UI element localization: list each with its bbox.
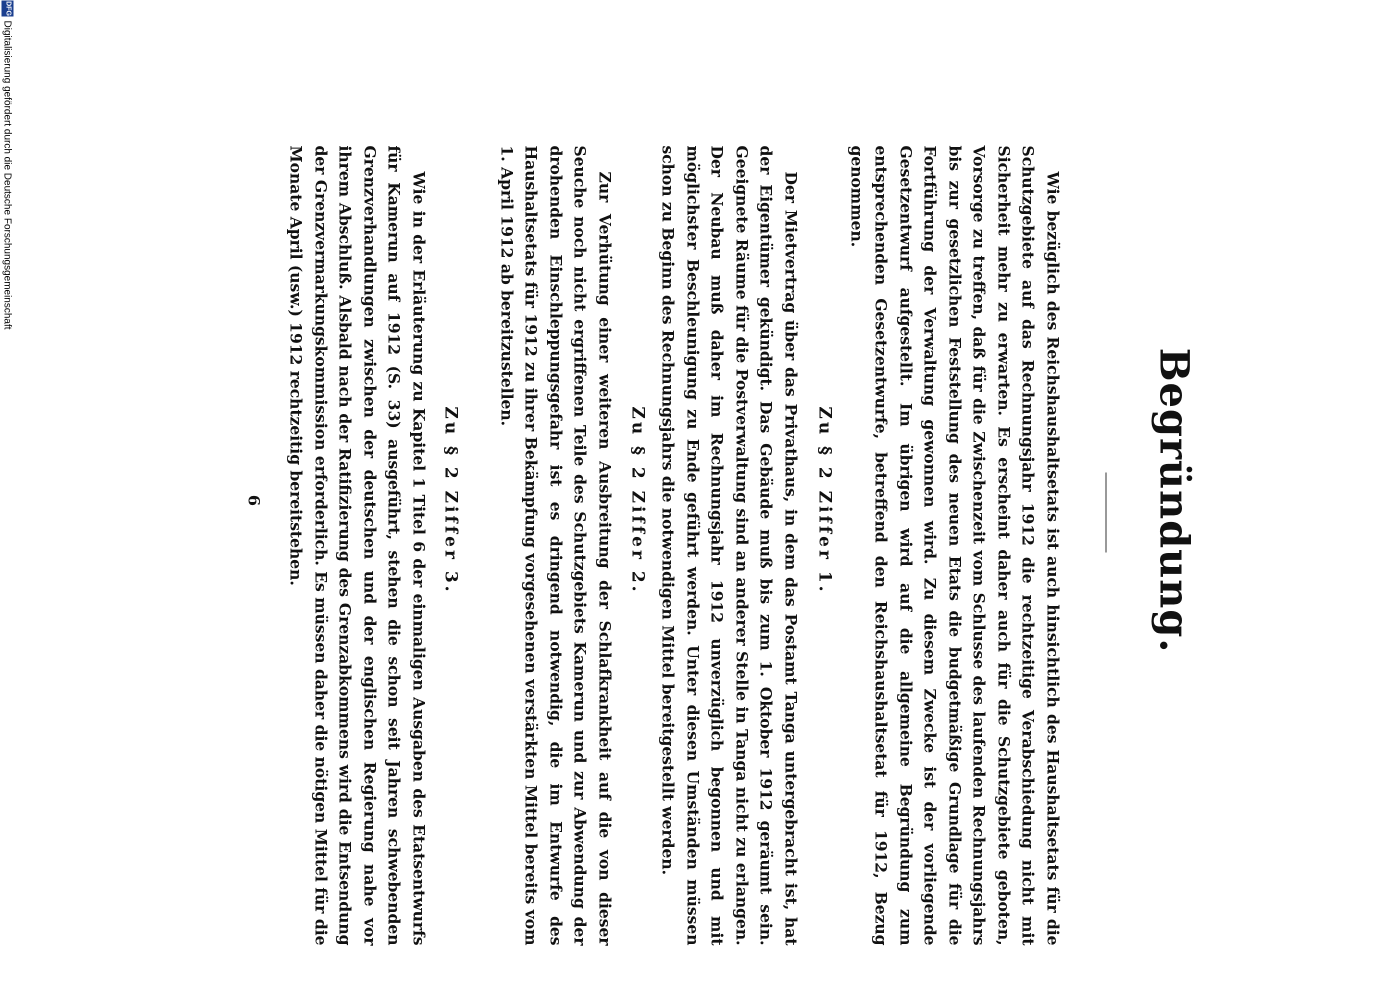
section-heading-ziffer-3: Zu § 2 Ziffer 3. bbox=[440, 406, 461, 595]
paragraph-text: Der Mietvertrag über das Privathaus, in dem das Postamt Tanga untergebracht ist, hat der Eigentümer gekündigt. Das Gebäude muß bis zum 1. Oktober 1912 geräumt sein. Geeignete Räume für die Postverwaltung sind an anderer Stelle in Tanga nicht zu erlangen. Der Neubau muß daher im Rechnungsjahr 1912 unverzüglich begonnen und mit möglichster Beschleunigung zu Ende geführt werden. Unter diesen Umständen müssen schon zu Beginn des Rechnungsjahrs die notwendigen Mittel bereitgestellt werden. bbox=[659, 145, 801, 946]
title-divider bbox=[1106, 473, 1107, 553]
paragraph-ziffer-3 bbox=[284, 146, 431, 946]
section-heading-ziffer-2: Zu § 2 Ziffer 2. bbox=[627, 406, 648, 595]
dfg-logo-icon: DFG bbox=[2, 1, 14, 17]
page-title: Begründung. bbox=[1150, 347, 1198, 654]
paragraph-ziffer-1 bbox=[656, 146, 803, 946]
paragraph-text: Wie bezüglich des Reichshaushaltsetats ist auch hinsichtlich des Haushaltsetats für die Schutzgebiete auf das Rechnungsjahr 1912 die rechtzeitige Verabschiedung nicht mit Sicherheit mehr zu erwarten. Es erscheint daher auch für die Schutzgebiete geboten, Vorsorge zu treffen, daß für die Zwischenzeit vom Schlusse des laufenden Rechnungsjahrs bis zur gesetzlichen Feststellung des neuen Etats die budgetmäßige Grundlage für die Fortführung der Verwaltung gewonnen wird. Zu diesem Zwecke ist der vorliegende Gesetzentwurf aufgestellt. Im übrigen wird auf die allgemeine Begründung zum entsprechenden Gesetzentwurfe, betreffend den Reichshaushaltsetat für 1912, Bezug genommen. bbox=[847, 145, 1063, 946]
footer-credit-text: Digitalisierung gefördert durch die Deutsche Forschungsgemeinschaft bbox=[1, 20, 13, 330]
paragraph-intro bbox=[844, 146, 1065, 946]
paragraph-text: Wie in der Erläuterung zu Kapitel 1 Titel 6 der einmaligen Ausgaben des Etatsentwurfs für Kamerun auf 1912 (S. 33) ausgeführt, stehen die schon seit Jahren schwebenden Grenzverhandlungen zwischen der deutschen und der englischen Regierung nahe vor ihrem Abschluß. Alsbald nach der Ratifizierung des Grenzabkommens wird die Entsendung der Grenzvermarkungskommission erforderlich. Es müssen daher die nötigen Mittel für die Monate April (usw.) 1912 rechtzeitig bereitstehen. bbox=[287, 145, 429, 946]
paragraph-ziffer-2 bbox=[494, 146, 617, 946]
digitization-footer bbox=[0, 1, 13, 1001]
section-heading-ziffer-1: Zu § 2 Ziffer 1. bbox=[814, 406, 835, 595]
paragraph-text: Zur Verhütung einer weiteren Ausbreitung der Schlafkrankheit auf die von dieser Seuche noch nicht ergriffenen Teile des Schutzgebiets Kamerun und zur Abwendung der drohenden Einschleppungsgefahr ist es dringend notwendig, die im Entwurfe des Haushaltsetats für 1912 zu ihrer Bekämpfung vorgesehenen verstärkten Mittel bereits vom 1. April 1912 ab bereitzustellen. bbox=[497, 145, 615, 946]
rotated-page bbox=[0, 1, 1383, 1001]
page-number: 6 bbox=[244, 494, 264, 507]
